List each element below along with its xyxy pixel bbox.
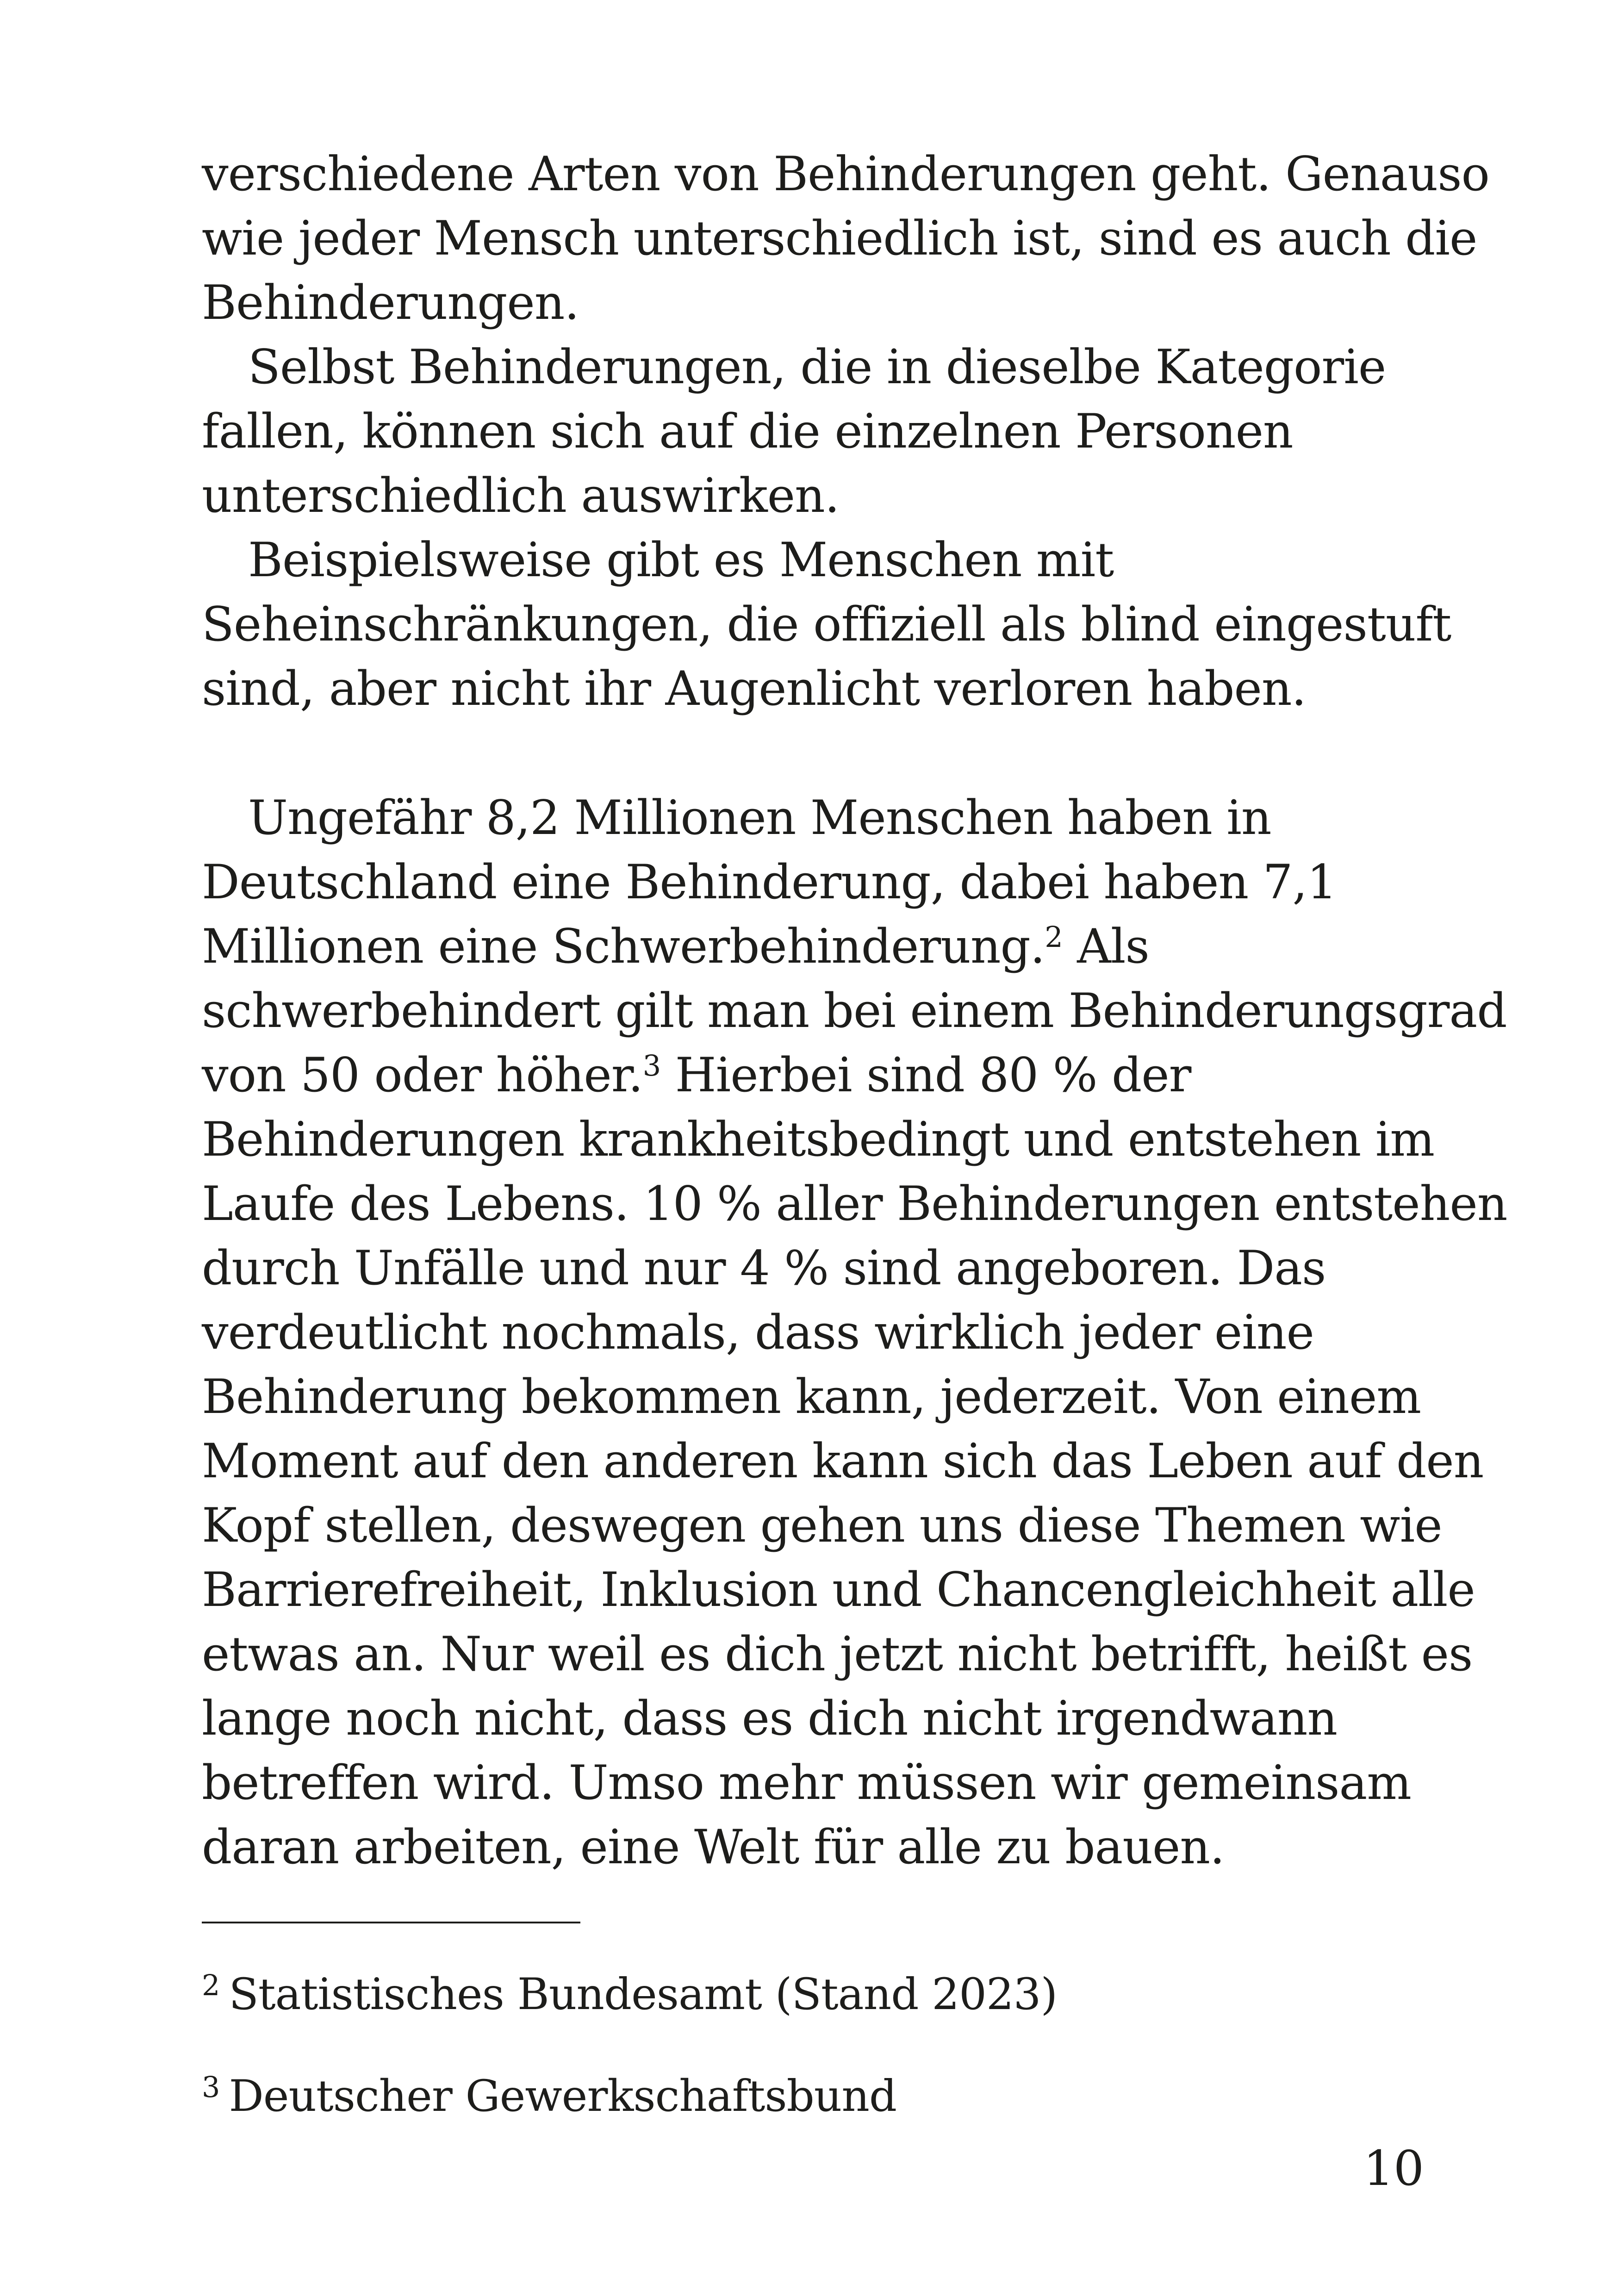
text-line: Beispielsweise gibt es Menschen mit [248, 533, 1114, 588]
text-segment: Als [1062, 919, 1149, 974]
footnote-text: Statistisches Bundesamt (Stand 2023) [229, 1969, 1058, 2020]
footnote-2 [202, 1967, 1057, 2027]
paragraph-statistics [202, 786, 1507, 1879]
text-line [202, 1043, 1451, 1108]
text-line: sind, aber nicht ihr Augenlicht verloren haben. [202, 661, 1306, 716]
text-line: Seheinschränkungen, die offiziell als blind eingestuft [202, 597, 1451, 652]
text-line: durch Unfälle und nur 4 % sind angeboren. Das [202, 1241, 1326, 1296]
page-number: 10 [1363, 2140, 1424, 2196]
text-line: etwas an. Nur weil es dich jetzt nicht betrifft, heißt es [202, 1627, 1473, 1682]
text-line: Ungefähr 8,2 Millionen Menschen haben in [248, 790, 1271, 846]
paragraph-seheinschraenkungen [202, 528, 1451, 721]
footnote-mark: 2 [202, 1968, 220, 2002]
text-line: Behinderungen. [202, 275, 579, 330]
text-line: daran arbeiten, eine Welt für alle zu bauen. [202, 1820, 1225, 1875]
text-line: verschiedene Arten von Behinderungen geht. Genauso [202, 147, 1489, 202]
footnote-reference-2: 2 [1045, 920, 1063, 954]
text-segment: von 50 oder höher. [202, 1048, 643, 1103]
text-line: Selbst Behinderungen, die in dieselbe Kategorie [248, 340, 1386, 395]
paragraph-selbst-behinderungen [202, 335, 1451, 528]
footnote-3 [202, 2069, 896, 2129]
text-line: Deutschland eine Behinderung, dabei haben 7,1 [202, 855, 1337, 910]
text-line: schwerbehindert gilt man bei einem Behinderungsgrad [202, 983, 1507, 1039]
text-line: lange noch nicht, dass es dich nicht irgendwann [202, 1691, 1338, 1746]
paragraph-arten-von-behinderungen [202, 142, 1489, 335]
text-line [202, 915, 1451, 979]
text-line: fallen, können sich auf die einzelnen Personen [202, 404, 1293, 459]
text-line: betreffen wird. Umso mehr müssen wir gemeinsam [202, 1755, 1412, 1811]
footnote-mark: 3 [202, 2070, 220, 2104]
text-line: Barrierefreiheit, Inklusion und Chancengleichheit alle [202, 1562, 1475, 1618]
text-line: Behinderung bekommen kann, jederzeit. Von einem [202, 1369, 1421, 1425]
text-segment: Millionen eine Schwerbehinderung. [202, 919, 1045, 974]
footnote-reference-3: 3 [642, 1049, 661, 1083]
text-segment: Hierbei sind 80 % der [660, 1048, 1191, 1103]
footnote-divider [202, 1922, 580, 1923]
text-line: Behinderungen krankheitsbedingt und entstehen im [202, 1112, 1435, 1167]
text-block-statistics [202, 786, 1507, 1879]
text-line: wie jeder Mensch unterschiedlich ist, sind es auch die [202, 211, 1477, 266]
text-block-upper [202, 142, 1489, 721]
text-line: Kopf stellen, deswegen gehen uns diese Themen wie [202, 1498, 1442, 1553]
text-line: Laufe des Lebens. 10 % aller Behinderungen entstehen [202, 1176, 1507, 1232]
text-line: Moment auf den anderen kann sich das Leben auf den [202, 1434, 1484, 1489]
footnote-text: Deutscher Gewerkschaftsbund [229, 2071, 897, 2122]
text-line: unterschiedlich auswirken. [202, 468, 840, 523]
text-line: verdeutlicht nochmals, dass wirklich jeder eine [202, 1305, 1314, 1360]
